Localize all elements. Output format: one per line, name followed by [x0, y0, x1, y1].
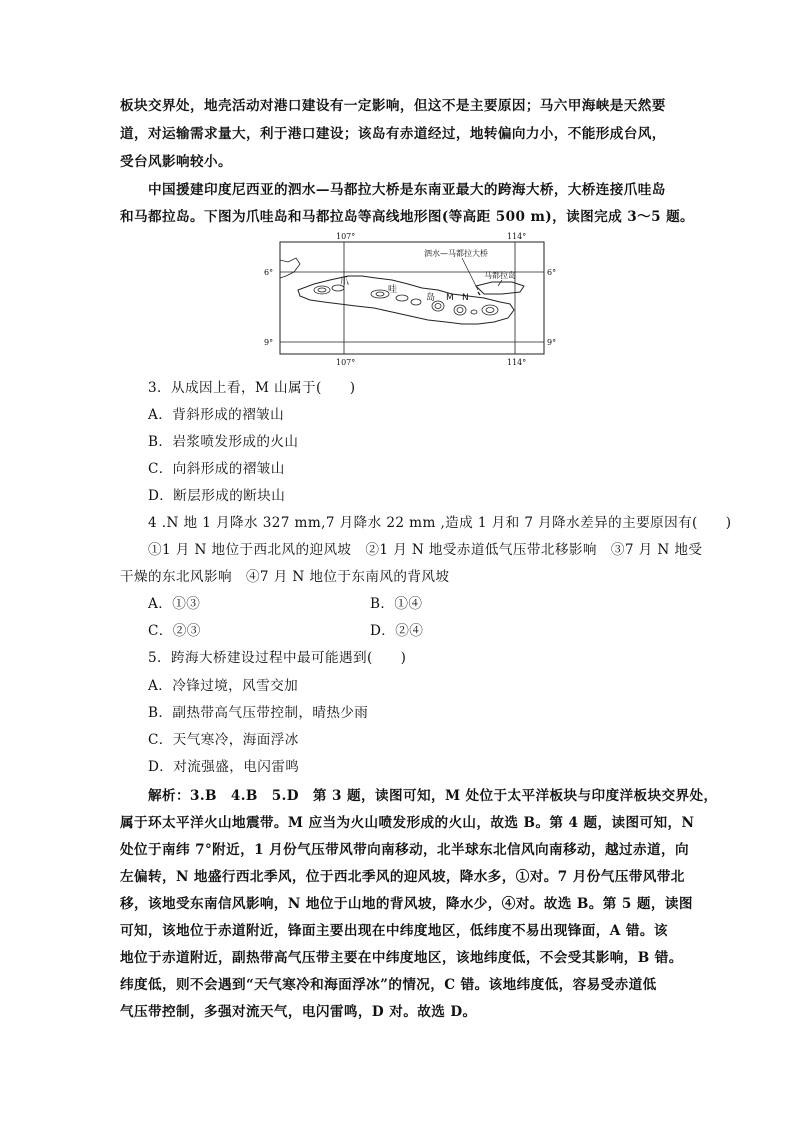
q5-option-d: D．对流强盛，电闪雷鸣: [148, 759, 300, 775]
java-label-1: 爪: [340, 277, 350, 287]
q4-statements-1: ①1 月 N 地位于西北风的迎风坡 ②1 月 N 地受赤道低气压带北移影响 ③7 月 N 地受: [148, 542, 703, 558]
q5-option-b: B．副热带高气压带控制，晴热少雨: [148, 705, 369, 721]
q3-option-d: D．断层形成的断块山: [148, 488, 286, 504]
passage-line-2: 和马都拉岛。下图为爪哇岛和马都拉岛等高线地形图(等高距 500 m)，读图完成 3～5 题。: [120, 209, 695, 225]
q5-option-c: C．天气寒冷，海面浮冰: [148, 732, 299, 748]
q4-option-a: A．①③: [148, 596, 201, 612]
bridge-line: [478, 292, 480, 295]
n-label: N: [462, 293, 469, 303]
java-label-3: 岛: [426, 293, 436, 303]
contour-west-2: [318, 288, 326, 292]
answer-line-4: 左偏转，N 地盛行西北季风，位于西北季风的迎风坡，降水多，①对。7 月份气压带风带北: [120, 869, 685, 885]
map-frame: [280, 242, 544, 354]
contour-mid-3: [396, 295, 408, 301]
contour-east-outer: [482, 305, 498, 315]
lat-label-9-right: 9°: [547, 338, 557, 347]
java-madura-contour-map: [262, 232, 562, 372]
answer-line-9: 气压带控制，多强对流天气，电闪雷鸣，D 对。故选 D。: [120, 1004, 477, 1020]
answer-line-1: 解析：3.B 4.B 5.D 第 3 题，读图可知，M 处位于太平洋板块与印度洋板块交界处，: [148, 788, 718, 804]
madura-leader: [498, 280, 502, 286]
sumatra-coast: [280, 258, 300, 278]
contour-east-dot: [471, 310, 477, 314]
answer-line-2: 属于环太平洋火山地震带。M 应当为火山喷发形成的火山，故选 B。第 4 题，读图可知，N: [120, 815, 695, 831]
lat-label-9-left: 9°: [264, 338, 274, 347]
contour-mid-2: [376, 292, 384, 296]
contour-mid-1: [371, 290, 389, 298]
madura-label: 马都拉岛: [484, 271, 516, 280]
bridge-label: 泗水—马都拉大桥: [424, 249, 488, 258]
q4-stem: 4 .N 地 1 月降水 327 mm,7 月降水 22 mm ,造成 1 月和 7 月降水差异的主要原因有( ): [148, 515, 732, 531]
answer-line-3: 处位于南纬 7°附近，1 月份气压带风带向南移动，北半球东北信风向南移动，越过赤道，向: [120, 842, 689, 858]
q4-statements-2: 干燥的东北风影响 ④7 月 N 地位于东南风的背风坡: [120, 569, 450, 585]
q4-option-c: C．②③: [148, 623, 201, 639]
m-label: M: [446, 293, 454, 303]
q3-stem: 3．从成因上看，M 山属于( ): [148, 380, 356, 396]
contour-west-1: [314, 286, 330, 294]
q5-option-a: A．冷锋过境，风雪交加: [148, 678, 299, 694]
q3-option-a: A．背斜形成的褶皱山: [148, 407, 285, 423]
answer-line-8: 纬度低，则不会遇到“天气寒冷和海面浮冰”的情况，C 错。该地纬度低，容易受赤道低: [120, 977, 657, 993]
contour-m-inner: [435, 304, 441, 309]
contour-east-inner: [486, 308, 494, 313]
java-label-2: 哇: [388, 285, 398, 295]
lon-label-107-top: 107°: [336, 232, 356, 241]
lat-label-6-right: 6°: [547, 268, 557, 277]
intro-line-1: 板块交界处，地壳活动对港口建设有一定影响，但这不是主要原因；马六甲海峡是天然要: [120, 98, 666, 114]
passage-line-1: 中国援建印度尼西亚的泗水—马都拉大桥是东南亚最大的跨海大桥，大桥连接爪哇岛: [148, 182, 666, 198]
q4-option-d: D．②④: [370, 623, 424, 639]
q3-option-c: C．向斜形成的褶皱山: [148, 461, 285, 477]
lon-label-114-bottom: 114°: [507, 358, 527, 367]
lat-label-6-left: 6°: [264, 268, 274, 277]
intro-line-2: 道，对运输需求量大，利于港口建设；该岛有赤道经过，地转偏向力小，不能形成台风，: [120, 126, 666, 142]
bridge-leader: [462, 258, 478, 290]
q3-option-b: B．岩浆喷发形成的火山: [148, 434, 299, 450]
java-coast: [298, 276, 514, 324]
answer-line-7: 地位于赤道附近，副热带高气压带主要在中纬度地区，该地纬度低，不会受其影响，B 错。: [120, 950, 683, 966]
intro-line-3: 受台风影响较小。: [120, 154, 232, 170]
contour-n-outer: [454, 305, 466, 315]
madura-coast: [476, 282, 524, 294]
lon-label-107-bottom: 107°: [336, 358, 356, 367]
contour-mid-4: [411, 299, 421, 305]
lon-label-114-top: 114°: [507, 232, 527, 241]
q4-option-b: B．①④: [370, 596, 423, 612]
contour-n-inner: [457, 308, 463, 313]
q5-stem: 5．跨海大桥建设过程中最可能遇到( ): [148, 650, 407, 666]
answer-line-5: 移，该地受东南信风影响，N 地位于山地的背风坡，降水少，④对。故选 B。第 5 题，读图: [120, 896, 693, 912]
answer-line-6: 可知，该地位于赤道附近，锋面主要出现在中纬度地区，低纬度不易出现锋面，A 错。该: [120, 923, 668, 939]
